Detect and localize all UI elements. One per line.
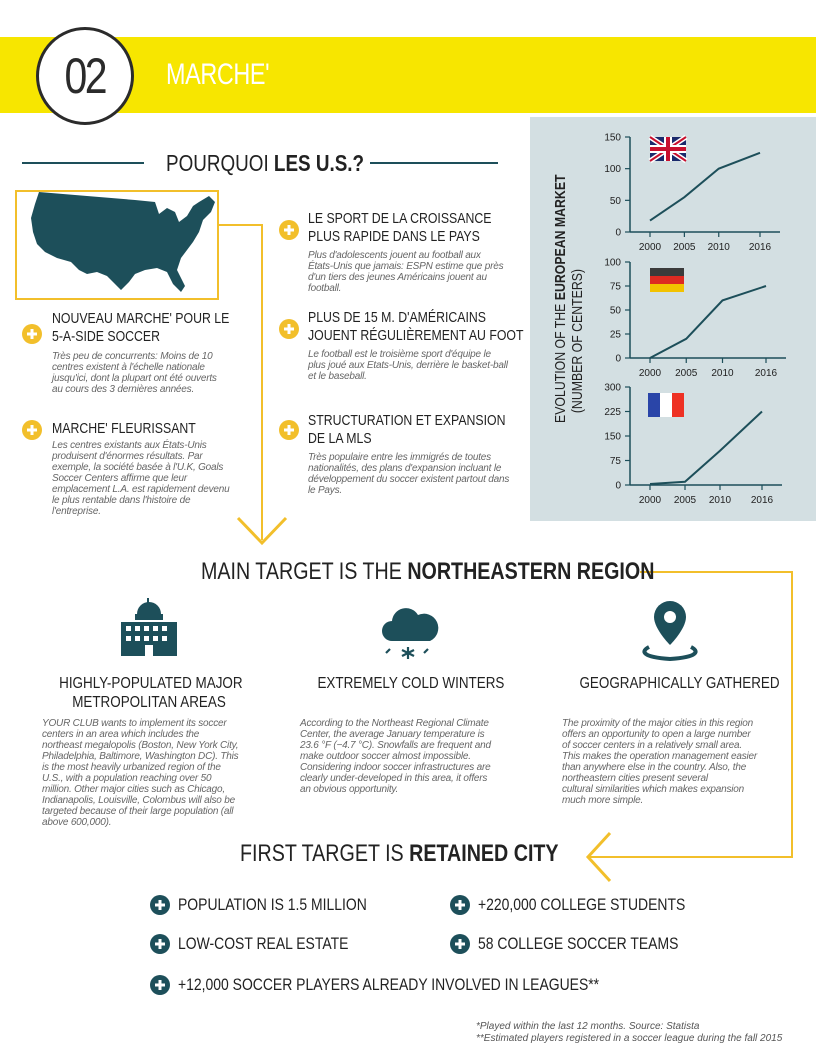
chart-x-tick-label: 2000 (638, 368, 662, 379)
chart-y-tick-label: 100 (604, 257, 621, 269)
feature-title-line: HIGHLY-POPULATED MAJOR (59, 675, 243, 692)
point-body-line: Très populaire entre les immigrés de toutes (308, 452, 491, 463)
feature-body (562, 718, 780, 806)
plus-circle-icon (450, 895, 470, 915)
chart-y-tick-label: 0 (615, 480, 621, 492)
point-body-line: le Pays. (308, 485, 342, 496)
feature-title-line: EXTREMELY COLD WINTERS (317, 675, 505, 692)
point-body-line: et le baseball. (308, 371, 367, 382)
chart-y-tick-label: 25 (609, 329, 621, 341)
chart-x-tick-label: 2010 (708, 495, 732, 506)
chart-y-tick-label: 0 (615, 353, 621, 365)
feature-title-line: METROPOLITAN AREAS (72, 694, 226, 711)
capitol-building-icon (117, 598, 181, 660)
point-body (308, 250, 538, 294)
point-body-line: Plus d'adolescents jouent au football aux (308, 250, 481, 261)
point-title-line: STRUCTURATION ET EXPANSION (308, 412, 506, 429)
point-body-line: Soccer Centers affirme que leur (52, 473, 187, 484)
chart-x-tick-label: 2010 (707, 242, 730, 253)
point-body-line: jusqu'ici, dont la plupart ont été ouverts (52, 373, 217, 384)
chart-axis-title-plain: EVOLUTION OF THE (552, 300, 569, 423)
point-title-line: NOUVEAU MARCHE' POUR LE (52, 310, 230, 327)
point-body-line: d'un tiers des jeunes Américains jouent au (308, 272, 487, 283)
bullet-college-students (450, 895, 731, 915)
plus-icon (279, 420, 299, 440)
chart-y-tick-label: 225 (604, 407, 621, 418)
feature-body-line: U.S., with a population reaching over 50 (42, 773, 212, 784)
feature-body-line: is the most heavily urbanized region of the (42, 762, 221, 773)
first-target-heading (240, 840, 559, 868)
bullet-text: +12,000 SOCCER PLAYERS ALREADY INVOLVED IN LEAGUES** (178, 975, 600, 994)
feature-geographically-gathered (562, 674, 780, 806)
bullet-text: +220,000 COLLEGE STUDENTS (478, 895, 686, 914)
point-body (308, 452, 538, 496)
chart-axis-title-bold: EUROPEAN MARKET (552, 174, 569, 301)
feature-body-line: targeted because of their large population (all (42, 806, 234, 817)
location-pin-icon (637, 599, 703, 663)
point-body (308, 349, 538, 382)
feature-body (300, 718, 518, 795)
chart-y-tick-label: 75 (609, 281, 621, 293)
point-body-line: nationalités, des plans d'expansion incluant le (308, 463, 502, 474)
point-body-line: plus joué aux Etats-Unis, derrière le basket-ball (308, 360, 508, 371)
why-us-heading-bold: LES U.S.? (273, 150, 365, 176)
point-title-line: JOUENT RÉGULIÈREMENT AU FOOT (308, 327, 524, 344)
point-body-line: Le football est le troisième sport d'équipe le (308, 349, 491, 360)
chart-y-tick-label: 150 (604, 431, 621, 443)
bullet-population (150, 895, 408, 915)
feature-body (42, 718, 256, 828)
plus-icon (279, 319, 299, 339)
feature-body-line: clearly under-developed in this area, it offers (300, 773, 488, 784)
plus-circle-icon (450, 934, 470, 954)
point-body-line: emplacement L.A. est rapidement devenu (52, 484, 230, 495)
why-us-heading-plain: POURQUOI (166, 150, 274, 176)
point-body-line: le plus rentable dans l'histoire de (52, 495, 191, 506)
point-body-line: Très peu de concurrents: Moins de 10 (52, 351, 213, 362)
feature-metro-areas (42, 674, 256, 828)
point-title-line: PLUS DE 15 M. D'AMÉRICAINS (308, 309, 487, 326)
plus-icon (22, 420, 42, 440)
chart-x-tick-label: 2000 (638, 495, 662, 506)
bullet-soccer-players (150, 975, 692, 995)
point-title-line: LE SPORT DE LA CROISSANCE (308, 210, 492, 227)
feature-body-line: Indianapolis, Louisville, Colombus will also be (42, 795, 235, 806)
point-body-line: produisent d'énormes résultats. Par (52, 451, 203, 462)
feature-body-line: million. Other major cities such as Chicago, (42, 784, 225, 795)
point-title-line: DE LA MLS (308, 430, 372, 447)
point-body-line: l'entreprise. (52, 506, 101, 517)
point-body-line: centres existent à l'échelle nationale (52, 362, 205, 373)
chart-series-line (650, 153, 760, 221)
point-body-line: football. (308, 283, 342, 294)
plus-circle-icon (150, 895, 170, 915)
chart-y-tick-label: 0 (615, 227, 621, 239)
usa-map-icon (17, 192, 217, 298)
chart-x-tick-label: 2016 (748, 242, 772, 253)
chart-x-tick-label: 2005 (673, 242, 696, 253)
section-number: 02 (64, 48, 106, 104)
feature-body-line: centers in an area which includes the (42, 729, 200, 740)
feature-body-line: Philadelphia, Baltimore, Washington DC). This (42, 751, 239, 762)
first-target-heading-plain: FIRST TARGET IS (240, 840, 410, 867)
plus-icon (279, 220, 299, 240)
feature-body-line: make outdoor soccer almost impossible. (300, 751, 471, 762)
bullet-text: POPULATION IS 1.5 MILLION (178, 895, 367, 914)
european-market-chart-panel (530, 117, 816, 521)
snow-cloud-icon (378, 603, 440, 665)
france-flag-icon (648, 393, 684, 417)
germany-flag-icon (650, 268, 684, 292)
feature-body-line: an obvious opportunity. (300, 784, 399, 795)
feature-body-line: northeastern cities present several (562, 773, 708, 784)
point-body-line: États-Unis que jamais: ESPN estime que près (308, 261, 504, 272)
first-target-heading-bold: RETAINED CITY (409, 840, 559, 867)
plus-circle-icon (150, 975, 170, 995)
feature-body-line: of soccer centers in a relatively small area. (562, 740, 742, 751)
bullet-real-estate (150, 934, 386, 954)
feature-body-line: 23.6 °F (−4.7 °C). Snowfalls are frequent and (300, 740, 491, 751)
chart-x-tick-label: 2016 (750, 495, 774, 506)
uk-flag-icon (650, 137, 686, 161)
feature-body-line: than anywhere else in the country. Also, the (562, 762, 747, 773)
feature-cold-winters (300, 674, 518, 795)
feature-body-line: The proximity of the major cities in this region (562, 718, 754, 729)
chart-x-tick-label: 2000 (638, 242, 662, 253)
point-title-line: 5-A-SIDE SOCCER (52, 328, 160, 345)
chart-x-tick-label: 2005 (675, 368, 698, 379)
feature-body-line: Center, the average January temperature is (300, 729, 485, 740)
main-target-heading-bold: NORTHEASTERN REGION (407, 558, 655, 585)
chart-series-line (650, 412, 762, 485)
chart-y-tick-label: 50 (609, 195, 621, 207)
footnotes (476, 1021, 782, 1045)
chart-y-tick-label: 50 (609, 305, 621, 317)
european-market-charts (530, 117, 816, 521)
plus-circle-icon (150, 934, 170, 954)
section-title: MARCHE' (166, 58, 270, 91)
main-target-heading (201, 558, 654, 586)
footnote-line: *Played within the last 12 months. Source: Statista (476, 1021, 700, 1032)
feature-title-line: GEOGRAPHICALLY GATHERED (579, 675, 780, 692)
chart-axis-subtitle: (NUMBER OF CENTERS) (569, 268, 586, 414)
feature-body-line: YOUR CLUB wants to implement its soccer (42, 718, 227, 729)
point-body-line: exemple, la société basée à l'U.K, Goals (52, 462, 224, 473)
point-title-line: MARCHE' FLEURISSANT (52, 420, 196, 437)
chart-x-tick-label: 2010 (711, 368, 734, 379)
plus-icon (22, 324, 42, 344)
point-body-line: Les centres existants aux États-Unis (52, 440, 207, 451)
point-body (52, 351, 272, 395)
point-body (52, 440, 272, 517)
bullet-soccer-teams (450, 934, 722, 954)
chart-y-tick-label: 150 (604, 132, 621, 144)
usa-map-frame (15, 190, 219, 300)
feature-body-line: This makes the operation management easier (562, 751, 758, 762)
feature-body-line: Considering indoor soccer infrastructures are (300, 762, 491, 773)
feature-body-line: According to the Northeast Regional Climate (300, 718, 489, 729)
bullet-text: 58 COLLEGE SOCCER TEAMS (478, 934, 679, 953)
point-title-line: PLUS RAPIDE DANS LE PAYS (308, 228, 480, 245)
chart-y-tick-label: 75 (609, 456, 621, 467)
feature-body-line: above 600,000). (42, 817, 112, 828)
chart-x-tick-label: 2016 (754, 368, 778, 379)
point-body-line: au cours des 3 dernières années. (52, 384, 195, 395)
feature-body-line: much more simple. (562, 795, 644, 806)
feature-body-line: offers an opportunity to open a large number (562, 729, 751, 740)
footnote-line: **Estimated players registered in a soccer league during the fall 2015 (476, 1033, 783, 1044)
point-body-line: développement du soccer existent partout dans (308, 474, 510, 485)
feature-body-line: northeast megalopolis (Boston, New York City, (42, 740, 239, 751)
feature-body-line: cultural similarities which makes expansion (562, 784, 745, 795)
bullet-text: LOW-COST REAL ESTATE (178, 934, 349, 953)
chart-y-tick-label: 300 (604, 382, 621, 394)
chart-series-line (650, 286, 766, 358)
main-target-heading-plain: MAIN TARGET IS THE (201, 558, 408, 585)
chart-x-tick-label: 2005 (673, 495, 697, 506)
chart-y-tick-label: 100 (604, 164, 621, 176)
